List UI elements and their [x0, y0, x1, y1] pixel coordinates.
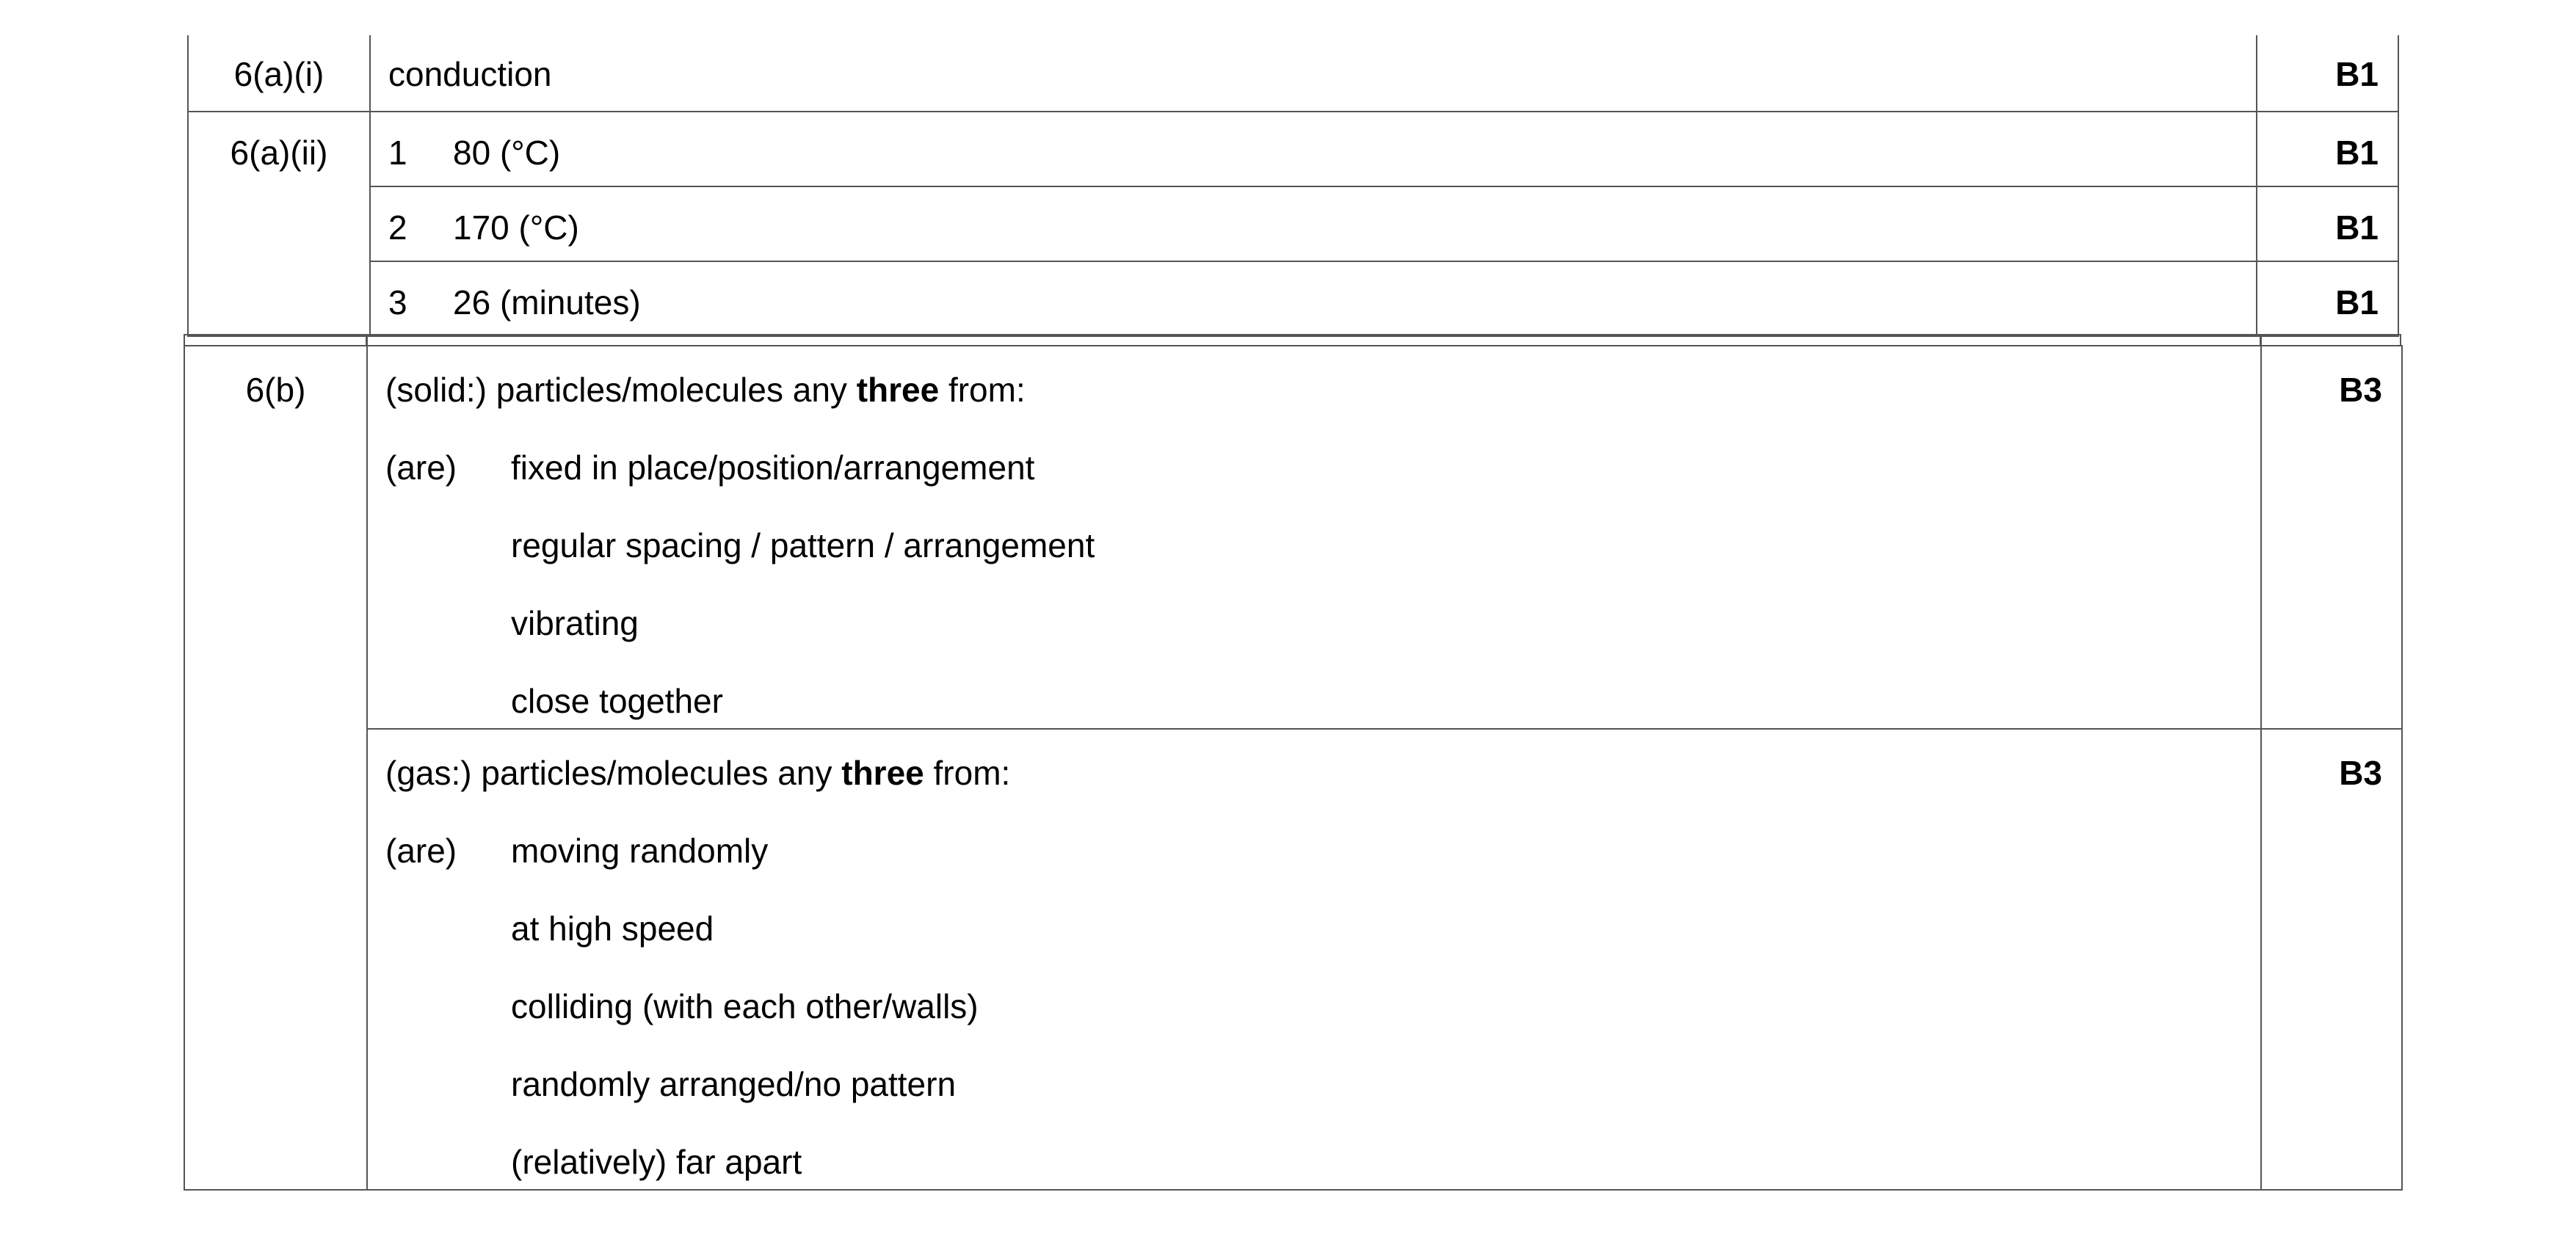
- table-row: [188, 186, 2398, 261]
- point-line: [385, 989, 2260, 1067]
- sub-item-number: 2: [388, 208, 407, 247]
- sub-item-number: 3: [388, 283, 407, 321]
- point-text: randomly arranged/no pattern: [511, 1065, 957, 1103]
- intro-line: [385, 373, 2260, 451]
- lead-text: (are): [385, 832, 457, 870]
- table-row: [188, 35, 2398, 112]
- intro-prefix: (solid:) particles/molecules any: [385, 371, 847, 409]
- question-number: 6(b): [184, 346, 367, 1190]
- point-text: (relatively) far apart: [511, 1143, 802, 1181]
- point-text: colliding (with each other/walls): [511, 987, 979, 1025]
- question-number: 6(a)(ii): [188, 112, 370, 336]
- point-line: [385, 684, 2260, 728]
- question-number: 6(a)(i): [188, 35, 370, 112]
- mark-cell: B1: [2257, 35, 2398, 112]
- point-line: [385, 606, 2260, 684]
- mark-cell: B1: [2257, 261, 2398, 336]
- answer-text: 170 (°C): [453, 208, 579, 247]
- point-text: moving randomly: [511, 832, 769, 870]
- mark-cell: B3: [2261, 346, 2402, 729]
- point-text: at high speed: [511, 909, 714, 948]
- point-line: [385, 909, 2260, 989]
- answer-cell-gas: [367, 729, 2261, 1190]
- point-line: [385, 1145, 2260, 1189]
- answer-text: 80 (°C): [453, 134, 561, 172]
- answer-cell: [370, 112, 2257, 186]
- intro-prefix: (gas:) particles/molecules any: [385, 754, 832, 792]
- intro-bold: three: [856, 371, 940, 409]
- answer-cell: [370, 261, 2257, 336]
- point-line: [385, 528, 2260, 606]
- separator-divider: [366, 335, 368, 345]
- table-row: [184, 729, 2402, 1190]
- intro-line: [385, 756, 2260, 834]
- point-line: [385, 834, 2260, 912]
- intro-suffix: from:: [933, 754, 1011, 792]
- mark-cell: B1: [2257, 112, 2398, 186]
- table-row: [188, 112, 2398, 186]
- lead-text: (are): [385, 448, 457, 487]
- answer-cell: conduction: [370, 35, 2257, 112]
- table-row: [188, 261, 2398, 336]
- answer-text: 26 (minutes): [453, 283, 641, 321]
- point-text: regular spacing / pattern / arrangement: [511, 526, 1095, 564]
- intro-bold: three: [841, 754, 924, 792]
- answer-cell: [370, 186, 2257, 261]
- mark-scheme-table-6b: [184, 345, 2403, 1191]
- point-line: [385, 448, 2260, 528]
- answer-cell-solid: [367, 346, 2261, 729]
- mark-cell: B1: [2257, 186, 2398, 261]
- intro-suffix: from:: [948, 371, 1026, 409]
- sub-item-number: 1: [388, 134, 407, 172]
- separator-divider: [2260, 335, 2262, 345]
- point-text: fixed in place/position/arrangement: [511, 448, 1035, 487]
- mark-cell: B3: [2261, 729, 2402, 1190]
- table-separator: [184, 334, 2401, 345]
- point-text: close together: [511, 682, 723, 720]
- point-text: vibrating: [511, 604, 639, 642]
- mark-scheme-table-6a: [187, 35, 2399, 337]
- table-row: [184, 346, 2402, 729]
- point-line: [385, 1067, 2260, 1145]
